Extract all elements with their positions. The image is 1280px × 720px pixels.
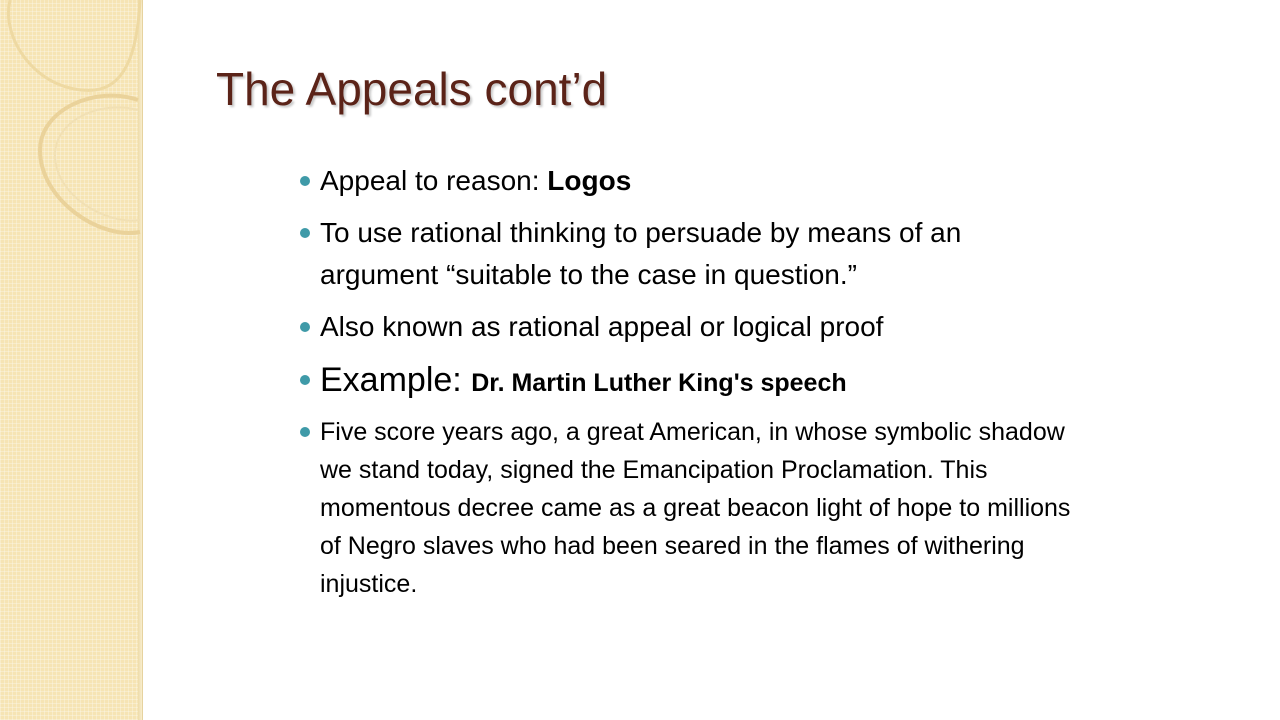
- bullet-list: [296, 160, 1076, 603]
- bullet-text: Appeal to reason:: [320, 165, 548, 196]
- bullet-bold-text: Dr. Martin Luther King's speech: [471, 369, 847, 397]
- bullet-text: Also known as rational appeal or logical proof: [320, 311, 884, 342]
- bullet-example: [296, 358, 1076, 405]
- swirl-ornament-icon: [0, 0, 200, 260]
- bullet-text: Five score years ago, a great American, in whose symbolic shadow we stand today, signed the Emancipation Proclamation. This momentous decree came as a great beacon light of hope to millions of Negro slaves who had been seared in the flames of withering injustice.: [320, 418, 1071, 598]
- bullet-text: Example:: [320, 361, 472, 399]
- bullet-rational-thinking: [296, 212, 1076, 296]
- bullet-also-known-as: [296, 306, 1076, 348]
- bullet-bold-text: Logos: [547, 165, 632, 196]
- bullet-appeal-to-reason: [296, 160, 1076, 202]
- slide-title: The Appeals cont’d: [216, 63, 608, 115]
- bullet-text: To use rational thinking to persuade by means of an argument “suitable to the case in question.”: [320, 217, 962, 290]
- bullet-speech-quote: [296, 413, 1076, 603]
